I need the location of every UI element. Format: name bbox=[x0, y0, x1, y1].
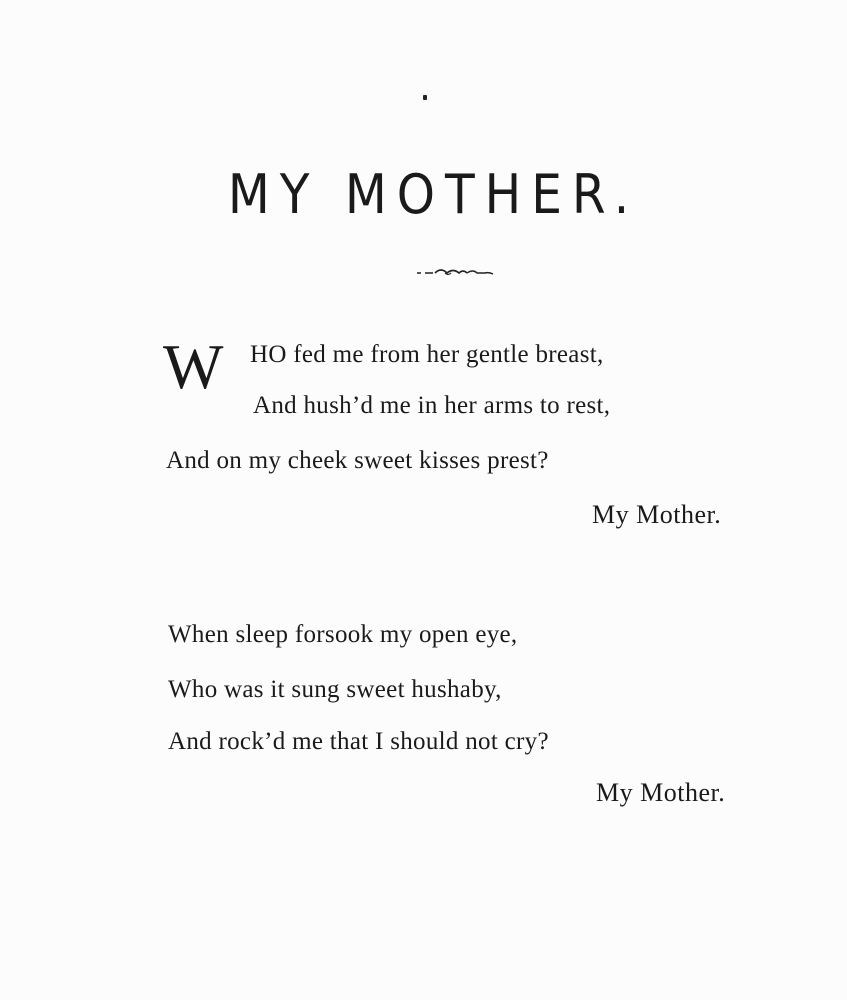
stanza-2-line-1: When sleep forsook my open eye, bbox=[168, 621, 518, 648]
printer-mark bbox=[423, 95, 427, 100]
stanza-2-line-3: And rock’d me that I should not cry? bbox=[168, 728, 549, 755]
stanza-1-line-3: And on my cheek sweet kisses prest? bbox=[166, 447, 549, 474]
stanza-1-line-1-text: HO fed me from her gentle breast, bbox=[250, 341, 604, 368]
poem-title: MY MOTHER. bbox=[227, 163, 640, 226]
stanza-2-line-2: Who was it sung sweet hushaby, bbox=[168, 676, 502, 703]
stanza-1-line-2: And hush’d me in her arms to rest, bbox=[253, 392, 611, 419]
stanza-2-refrain: My Mother. bbox=[596, 778, 726, 807]
stanza-1-refrain: My Mother. bbox=[592, 500, 722, 529]
drop-cap: W bbox=[163, 331, 224, 402]
ornament-divider-icon bbox=[415, 264, 499, 278]
